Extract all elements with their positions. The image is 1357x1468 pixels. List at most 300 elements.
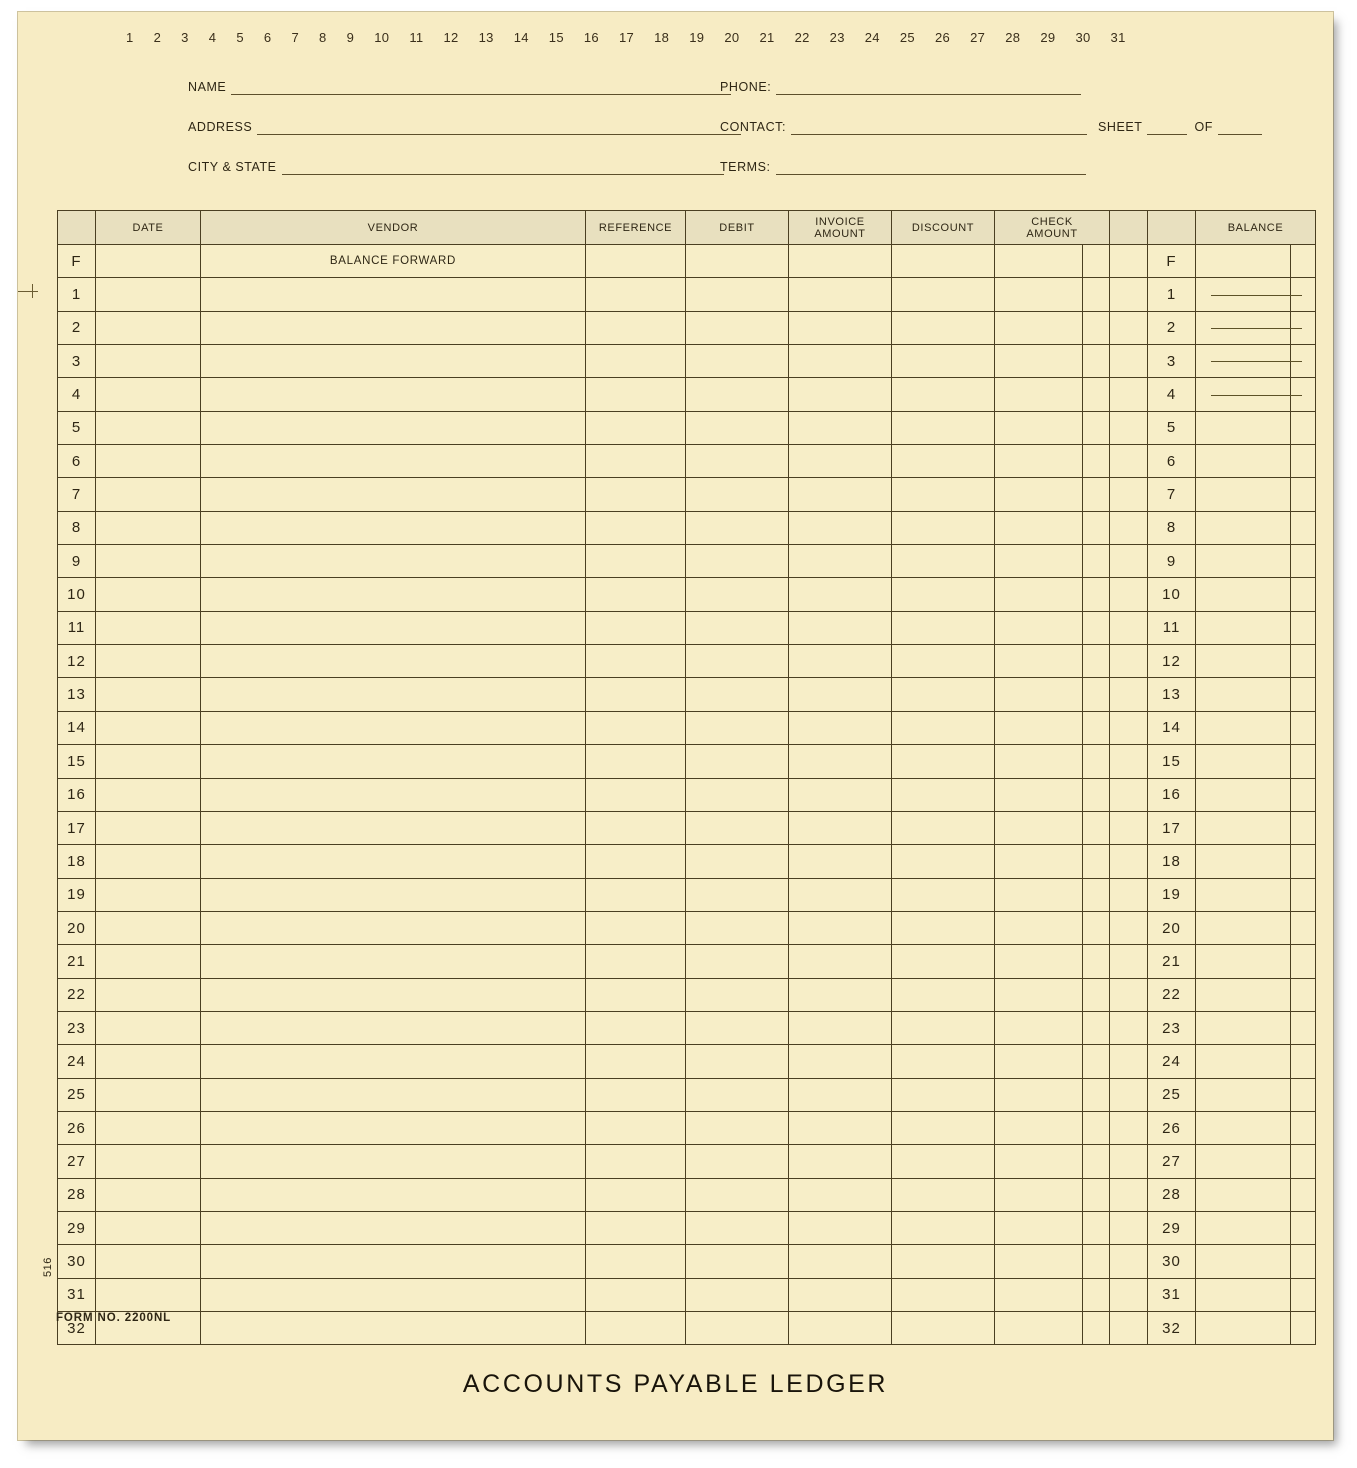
phone-rule[interactable] [776, 81, 1081, 95]
cell-vendor[interactable] [201, 645, 586, 678]
cell-narrow-1[interactable] [1083, 1211, 1110, 1244]
cell-debit[interactable] [686, 511, 789, 544]
cell-debit[interactable] [686, 1211, 789, 1244]
cell-debit[interactable] [686, 245, 789, 278]
cell-balance[interactable] [1196, 911, 1291, 944]
name-field[interactable] [188, 80, 731, 95]
cell-discount[interactable] [892, 811, 995, 844]
cell-narrow-1[interactable] [1083, 478, 1110, 511]
cell-date[interactable] [96, 345, 201, 378]
cell-debit[interactable] [686, 1111, 789, 1144]
cell-debit[interactable] [686, 1078, 789, 1111]
cell-invoice-amount[interactable] [789, 511, 892, 544]
sheet-rule[interactable] [1147, 121, 1187, 135]
cell-discount[interactable] [892, 845, 995, 878]
cell-date[interactable] [96, 878, 201, 911]
cell-balance[interactable] [1196, 878, 1291, 911]
cell-vendor[interactable] [201, 578, 586, 611]
cell-narrow-1[interactable] [1083, 978, 1110, 1011]
cell-debit[interactable] [686, 545, 789, 578]
cell-discount[interactable] [892, 578, 995, 611]
cell-narrow-2[interactable] [1110, 1312, 1148, 1345]
sheet-number-field[interactable] [1098, 120, 1262, 135]
cell-check-amount[interactable] [995, 511, 1083, 544]
cell-narrow-1[interactable] [1083, 545, 1110, 578]
cell-reference[interactable] [586, 1211, 686, 1244]
cell-narrow-3[interactable] [1291, 1145, 1316, 1178]
cell-narrow-1[interactable] [1083, 1078, 1110, 1111]
cell-narrow-2[interactable] [1110, 611, 1148, 644]
cell-date[interactable] [96, 311, 201, 344]
cell-invoice-amount[interactable] [789, 1145, 892, 1178]
cell-check-amount[interactable] [995, 845, 1083, 878]
cell-narrow-2[interactable] [1110, 245, 1148, 278]
cell-invoice-amount[interactable] [789, 1078, 892, 1111]
cell-narrow-3[interactable] [1291, 611, 1316, 644]
address-rule[interactable] [257, 121, 741, 135]
cell-vendor[interactable] [201, 711, 586, 744]
cell-debit[interactable] [686, 278, 789, 311]
cell-reference[interactable] [586, 978, 686, 1011]
cell-vendor[interactable] [201, 1045, 586, 1078]
cell-balance[interactable] [1196, 378, 1291, 411]
cell-narrow-3[interactable] [1291, 1045, 1316, 1078]
cell-narrow-2[interactable] [1110, 1245, 1148, 1278]
cell-narrow-3[interactable] [1291, 845, 1316, 878]
cell-date[interactable] [96, 545, 201, 578]
cell-narrow-1[interactable] [1083, 245, 1110, 278]
cell-reference[interactable] [586, 878, 686, 911]
name-rule[interactable] [231, 81, 731, 95]
cell-debit[interactable] [686, 945, 789, 978]
cell-vendor[interactable] [201, 1278, 586, 1311]
cell-reference[interactable] [586, 311, 686, 344]
cell-balance[interactable] [1196, 845, 1291, 878]
cell-narrow-3[interactable] [1291, 1178, 1316, 1211]
cell-debit[interactable] [686, 1045, 789, 1078]
cell-reference[interactable] [586, 1245, 686, 1278]
cell-vendor[interactable] [201, 1211, 586, 1244]
cell-balance[interactable] [1196, 1111, 1291, 1144]
cell-date[interactable] [96, 445, 201, 478]
cell-narrow-2[interactable] [1110, 678, 1148, 711]
cell-reference[interactable] [586, 945, 686, 978]
cell-check-amount[interactable] [995, 678, 1083, 711]
cell-narrow-3[interactable] [1291, 511, 1316, 544]
cell-vendor[interactable] [201, 1312, 586, 1345]
cell-debit[interactable] [686, 1312, 789, 1345]
cell-vendor[interactable] [201, 1011, 586, 1044]
cell-invoice-amount[interactable] [789, 678, 892, 711]
cell-reference[interactable] [586, 678, 686, 711]
cell-balance[interactable] [1196, 278, 1291, 311]
cell-reference[interactable] [586, 1278, 686, 1311]
cell-debit[interactable] [686, 478, 789, 511]
cell-check-amount[interactable] [995, 811, 1083, 844]
cell-date[interactable] [96, 511, 201, 544]
cell-invoice-amount[interactable] [789, 1278, 892, 1311]
cell-balance[interactable] [1196, 611, 1291, 644]
cell-reference[interactable] [586, 845, 686, 878]
cell-narrow-2[interactable] [1110, 1278, 1148, 1311]
cell-vendor[interactable] [201, 511, 586, 544]
cell-vendor[interactable] [201, 411, 586, 444]
cell-balance[interactable] [1196, 1278, 1291, 1311]
cell-narrow-2[interactable] [1110, 1045, 1148, 1078]
cell-discount[interactable] [892, 911, 995, 944]
cell-invoice-amount[interactable] [789, 711, 892, 744]
cell-check-amount[interactable] [995, 1145, 1083, 1178]
cell-vendor[interactable] [201, 478, 586, 511]
cell-narrow-2[interactable] [1110, 845, 1148, 878]
cell-date[interactable] [96, 745, 201, 778]
cell-discount[interactable] [892, 711, 995, 744]
cell-discount[interactable] [892, 1211, 995, 1244]
cell-narrow-2[interactable] [1110, 945, 1148, 978]
cell-balance[interactable] [1196, 411, 1291, 444]
cell-invoice-amount[interactable] [789, 778, 892, 811]
cell-balance[interactable] [1196, 811, 1291, 844]
cell-check-amount[interactable] [995, 378, 1083, 411]
cell-discount[interactable] [892, 945, 995, 978]
cell-date[interactable] [96, 845, 201, 878]
cell-debit[interactable] [686, 978, 789, 1011]
cell-invoice-amount[interactable] [789, 578, 892, 611]
cell-discount[interactable] [892, 1178, 995, 1211]
cell-debit[interactable] [686, 311, 789, 344]
cell-invoice-amount[interactable] [789, 1111, 892, 1144]
cell-vendor[interactable] [201, 611, 586, 644]
cell-debit[interactable] [686, 578, 789, 611]
cell-check-amount[interactable] [995, 1312, 1083, 1345]
cell-debit[interactable] [686, 678, 789, 711]
cell-reference[interactable] [586, 1078, 686, 1111]
cell-balance[interactable] [1196, 545, 1291, 578]
contact-rule[interactable] [791, 121, 1087, 135]
cell-narrow-2[interactable] [1110, 1111, 1148, 1144]
cell-check-amount[interactable] [995, 645, 1083, 678]
cell-invoice-amount[interactable] [789, 745, 892, 778]
cell-invoice-amount[interactable] [789, 1211, 892, 1244]
cell-balance[interactable] [1196, 578, 1291, 611]
cell-balance[interactable] [1196, 1145, 1291, 1178]
cell-vendor[interactable] [201, 811, 586, 844]
cell-narrow-3[interactable] [1291, 478, 1316, 511]
cell-reference[interactable] [586, 345, 686, 378]
cell-discount[interactable] [892, 1045, 995, 1078]
cell-narrow-2[interactable] [1110, 878, 1148, 911]
cell-balance[interactable] [1196, 978, 1291, 1011]
cell-debit[interactable] [686, 378, 789, 411]
cell-reference[interactable] [586, 645, 686, 678]
cell-date[interactable] [96, 1211, 201, 1244]
cell-narrow-1[interactable] [1083, 778, 1110, 811]
cell-narrow-2[interactable] [1110, 345, 1148, 378]
phone-field[interactable] [720, 80, 1081, 95]
city-state-field[interactable] [188, 160, 724, 175]
cell-invoice-amount[interactable] [789, 845, 892, 878]
cell-invoice-amount[interactable] [789, 311, 892, 344]
cell-check-amount[interactable] [995, 711, 1083, 744]
cell-invoice-amount[interactable] [789, 1178, 892, 1211]
cell-narrow-1[interactable] [1083, 278, 1110, 311]
cell-reference[interactable] [586, 445, 686, 478]
cell-vendor[interactable] [201, 978, 586, 1011]
cell-discount[interactable] [892, 745, 995, 778]
cell-narrow-1[interactable] [1083, 378, 1110, 411]
cell-invoice-amount[interactable] [789, 378, 892, 411]
cell-check-amount[interactable] [995, 945, 1083, 978]
cell-date[interactable] [96, 478, 201, 511]
cell-check-amount[interactable] [995, 411, 1083, 444]
cell-balance[interactable] [1196, 945, 1291, 978]
cell-discount[interactable] [892, 678, 995, 711]
of-rule[interactable] [1218, 121, 1262, 135]
cell-discount[interactable] [892, 445, 995, 478]
cell-discount[interactable] [892, 311, 995, 344]
cell-check-amount[interactable] [995, 578, 1083, 611]
cell-narrow-2[interactable] [1110, 1145, 1148, 1178]
cell-narrow-1[interactable] [1083, 1312, 1110, 1345]
cell-discount[interactable] [892, 878, 995, 911]
cell-debit[interactable] [686, 411, 789, 444]
cell-date[interactable] [96, 1145, 201, 1178]
cell-balance[interactable] [1196, 645, 1291, 678]
cell-debit[interactable] [686, 345, 789, 378]
cell-reference[interactable] [586, 811, 686, 844]
cell-reference[interactable] [586, 511, 686, 544]
cell-invoice-amount[interactable] [789, 1312, 892, 1345]
cell-narrow-2[interactable] [1110, 745, 1148, 778]
cell-narrow-3[interactable] [1291, 811, 1316, 844]
cell-narrow-1[interactable] [1083, 845, 1110, 878]
cell-narrow-2[interactable] [1110, 645, 1148, 678]
cell-vendor[interactable] [201, 1178, 586, 1211]
cell-narrow-3[interactable] [1291, 411, 1316, 444]
cell-narrow-2[interactable] [1110, 978, 1148, 1011]
cell-discount[interactable] [892, 511, 995, 544]
cell-balance[interactable] [1196, 478, 1291, 511]
cell-reference[interactable] [586, 1011, 686, 1044]
cell-narrow-3[interactable] [1291, 1278, 1316, 1311]
cell-narrow-2[interactable] [1110, 478, 1148, 511]
cell-check-amount[interactable] [995, 745, 1083, 778]
cell-debit[interactable] [686, 878, 789, 911]
cell-balance[interactable] [1196, 245, 1291, 278]
cell-narrow-2[interactable] [1110, 1178, 1148, 1211]
cell-date[interactable] [96, 611, 201, 644]
cell-reference[interactable] [586, 1111, 686, 1144]
cell-narrow-3[interactable] [1291, 878, 1316, 911]
cell-vendor[interactable] [201, 911, 586, 944]
cell-date[interactable] [96, 411, 201, 444]
cell-reference[interactable] [586, 911, 686, 944]
cell-invoice-amount[interactable] [789, 411, 892, 444]
cell-narrow-3[interactable] [1291, 1245, 1316, 1278]
cell-debit[interactable] [686, 911, 789, 944]
cell-vendor[interactable] [201, 311, 586, 344]
cell-vendor[interactable] [201, 1111, 586, 1144]
cell-invoice-amount[interactable] [789, 645, 892, 678]
cell-check-amount[interactable] [995, 245, 1083, 278]
cell-date[interactable] [96, 978, 201, 1011]
cell-reference[interactable] [586, 478, 686, 511]
cell-reference[interactable] [586, 1145, 686, 1178]
cell-invoice-amount[interactable] [789, 478, 892, 511]
cell-reference[interactable] [586, 1312, 686, 1345]
cell-vendor[interactable] [201, 945, 586, 978]
cell-date[interactable] [96, 778, 201, 811]
cell-discount[interactable] [892, 645, 995, 678]
cell-check-amount[interactable] [995, 1011, 1083, 1044]
cell-reference[interactable] [586, 378, 686, 411]
cell-narrow-3[interactable] [1291, 678, 1316, 711]
cell-invoice-amount[interactable] [789, 545, 892, 578]
cell-narrow-1[interactable] [1083, 1245, 1110, 1278]
cell-narrow-1[interactable] [1083, 678, 1110, 711]
cell-narrow-3[interactable] [1291, 745, 1316, 778]
cell-check-amount[interactable] [995, 978, 1083, 1011]
cell-discount[interactable] [892, 1245, 995, 1278]
cell-narrow-3[interactable] [1291, 545, 1316, 578]
cell-date[interactable] [96, 1278, 201, 1311]
cell-date[interactable] [96, 945, 201, 978]
cell-check-amount[interactable] [995, 1111, 1083, 1144]
cell-reference[interactable] [586, 578, 686, 611]
cell-vendor[interactable] [201, 678, 586, 711]
cell-date[interactable] [96, 1078, 201, 1111]
cell-vendor[interactable] [201, 878, 586, 911]
cell-check-amount[interactable] [995, 778, 1083, 811]
cell-balance[interactable] [1196, 511, 1291, 544]
cell-date[interactable] [96, 678, 201, 711]
cell-narrow-2[interactable] [1110, 1078, 1148, 1111]
cell-reference[interactable] [586, 245, 686, 278]
cell-discount[interactable] [892, 1312, 995, 1345]
cell-date[interactable] [96, 1178, 201, 1211]
cell-narrow-2[interactable] [1110, 1211, 1148, 1244]
cell-debit[interactable] [686, 1011, 789, 1044]
cell-check-amount[interactable] [995, 278, 1083, 311]
cell-debit[interactable] [686, 1178, 789, 1211]
cell-debit[interactable] [686, 1278, 789, 1311]
cell-invoice-amount[interactable] [789, 1245, 892, 1278]
cell-check-amount[interactable] [995, 611, 1083, 644]
cell-discount[interactable] [892, 411, 995, 444]
cell-narrow-1[interactable] [1083, 445, 1110, 478]
cell-narrow-3[interactable] [1291, 978, 1316, 1011]
cell-narrow-2[interactable] [1110, 511, 1148, 544]
cell-vendor[interactable] [201, 845, 586, 878]
cell-date[interactable] [96, 711, 201, 744]
cell-discount[interactable] [892, 478, 995, 511]
cell-check-amount[interactable] [995, 1045, 1083, 1078]
cell-balance[interactable] [1196, 711, 1291, 744]
cell-narrow-1[interactable] [1083, 311, 1110, 344]
cell-narrow-2[interactable] [1110, 811, 1148, 844]
cell-invoice-amount[interactable] [789, 345, 892, 378]
cell-discount[interactable] [892, 1145, 995, 1178]
cell-balance[interactable] [1196, 311, 1291, 344]
cell-narrow-1[interactable] [1083, 611, 1110, 644]
cell-narrow-1[interactable] [1083, 711, 1110, 744]
cell-narrow-1[interactable] [1083, 1045, 1110, 1078]
cell-balance[interactable] [1196, 678, 1291, 711]
cell-discount[interactable] [892, 611, 995, 644]
cell-narrow-1[interactable] [1083, 745, 1110, 778]
cell-narrow-1[interactable] [1083, 1011, 1110, 1044]
cell-check-amount[interactable] [995, 911, 1083, 944]
cell-invoice-amount[interactable] [789, 878, 892, 911]
cell-narrow-2[interactable] [1110, 545, 1148, 578]
cell-narrow-3[interactable] [1291, 778, 1316, 811]
cell-invoice-amount[interactable] [789, 445, 892, 478]
cell-balance[interactable] [1196, 1011, 1291, 1044]
cell-reference[interactable] [586, 611, 686, 644]
cell-narrow-1[interactable] [1083, 511, 1110, 544]
cell-vendor[interactable] [201, 1145, 586, 1178]
cell-narrow-3[interactable] [1291, 578, 1316, 611]
cell-narrow-3[interactable] [1291, 911, 1316, 944]
cell-invoice-amount[interactable] [789, 278, 892, 311]
cell-narrow-2[interactable] [1110, 411, 1148, 444]
cell-invoice-amount[interactable] [789, 1045, 892, 1078]
cell-invoice-amount[interactable] [789, 811, 892, 844]
cell-check-amount[interactable] [995, 478, 1083, 511]
cell-vendor[interactable] [201, 1078, 586, 1111]
cell-debit[interactable] [686, 1245, 789, 1278]
cell-narrow-1[interactable] [1083, 878, 1110, 911]
cell-narrow-1[interactable] [1083, 411, 1110, 444]
cell-narrow-1[interactable] [1083, 345, 1110, 378]
cell-narrow-3[interactable] [1291, 945, 1316, 978]
cell-narrow-1[interactable] [1083, 578, 1110, 611]
cell-narrow-1[interactable] [1083, 1178, 1110, 1211]
cell-vendor[interactable] [201, 1245, 586, 1278]
cell-reference[interactable] [586, 745, 686, 778]
cell-debit[interactable] [686, 778, 789, 811]
cell-date[interactable] [96, 378, 201, 411]
cell-vendor[interactable] [201, 278, 586, 311]
cell-balance[interactable] [1196, 345, 1291, 378]
cell-debit[interactable] [686, 445, 789, 478]
cell-debit[interactable] [686, 711, 789, 744]
cell-balance[interactable] [1196, 1211, 1291, 1244]
terms-field[interactable] [720, 160, 1086, 175]
cell-date[interactable] [96, 1111, 201, 1144]
cell-balance[interactable] [1196, 445, 1291, 478]
cell-discount[interactable] [892, 345, 995, 378]
cell-vendor[interactable] [201, 778, 586, 811]
cell-date[interactable] [96, 1011, 201, 1044]
cell-date[interactable] [96, 578, 201, 611]
cell-narrow-1[interactable] [1083, 1278, 1110, 1311]
cell-reference[interactable] [586, 545, 686, 578]
contact-field[interactable] [720, 120, 1087, 135]
cell-narrow-3[interactable] [1291, 1312, 1316, 1345]
cell-narrow-3[interactable] [1291, 711, 1316, 744]
cell-discount[interactable] [892, 1278, 995, 1311]
cell-balance[interactable] [1196, 1245, 1291, 1278]
cell-reference[interactable] [586, 278, 686, 311]
cell-narrow-2[interactable] [1110, 911, 1148, 944]
terms-rule[interactable] [776, 161, 1086, 175]
address-field[interactable] [188, 120, 741, 135]
cell-balance[interactable] [1196, 1312, 1291, 1345]
cell-discount[interactable] [892, 1111, 995, 1144]
cell-narrow-2[interactable] [1110, 778, 1148, 811]
cell-discount[interactable] [892, 278, 995, 311]
